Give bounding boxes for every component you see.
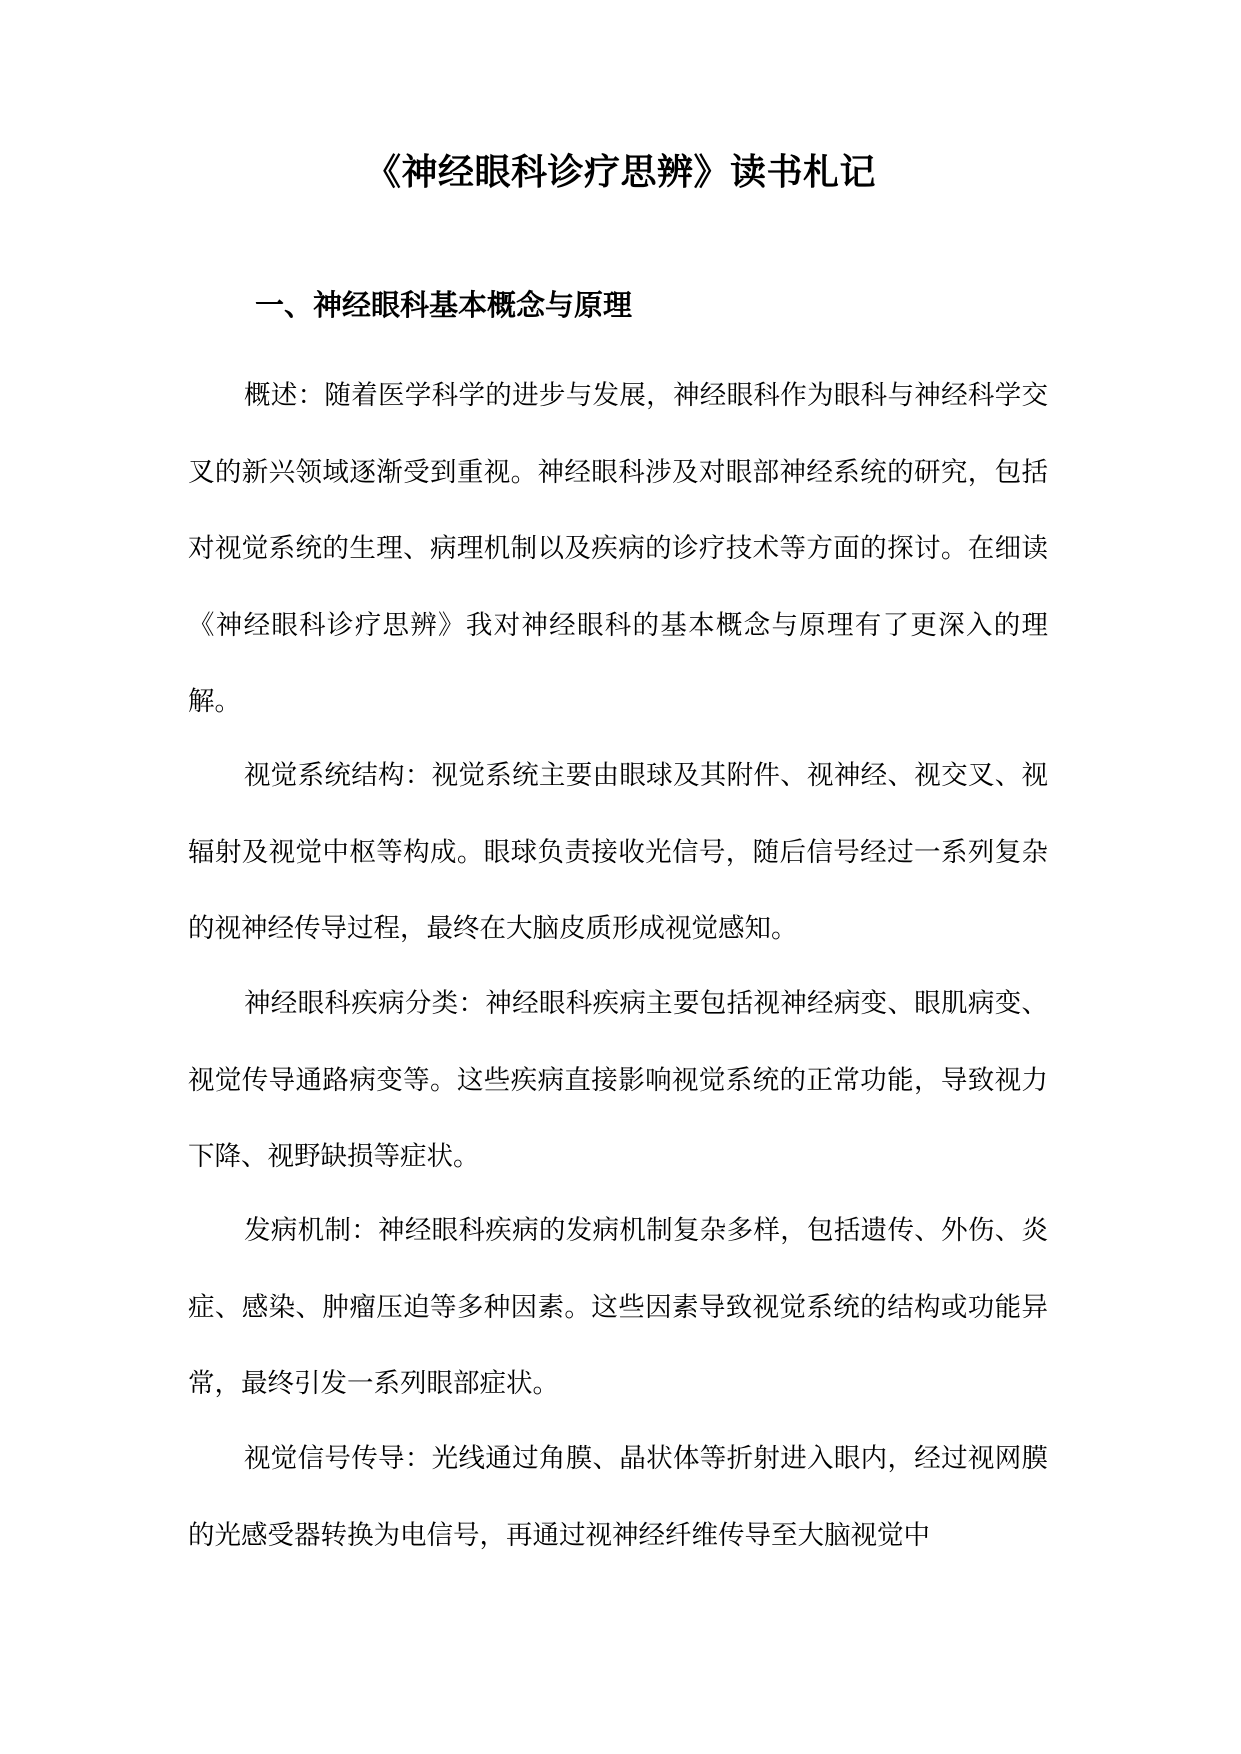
paragraph-disease-classification: 神经眼科疾病分类：神经眼科疾病主要包括视神经病变、眼肌病变、视觉传导通路病变等。这些疾病直接影响视觉系统的正常功能，导致视力下降、视野缺损等症状。: [188, 988, 1048, 1172]
paragraph-visual-signal-conduction: 视觉信号传导：光线通过角膜、晶状体等折射进入眼内，经过视网膜的光感受器转换为电信号，再通过视神经纤维传导至大脑视觉中: [188, 1443, 1048, 1551]
section-heading: 一、神经眼科基本概念与原理: [255, 288, 633, 322]
paragraph-pathogenesis: 发病机制：神经眼科疾病的发病机制复杂多样，包括遗传、外伤、炎症、感染、肿瘤压迫等多种因素。这些因素导致视觉系统的结构或功能异常，最终引发一系列眼部症状。: [188, 1215, 1048, 1399]
document-title: 《神经眼科诊疗思辨》读书札记: [364, 152, 876, 193]
paragraph-overview: 概述：随着医学科学的进步与发展，神经眼科作为眼科与神经科学交叉的新兴领域逐渐受到重视。神经眼科涉及对眼部神经系统的研究，包括对视觉系统的生理、病理机制以及疾病的诊疗技术等方面的探讨。在细读《神经眼科诊疗思辨》我对神经眼科的基本概念与原理有了更深入的理解。: [188, 380, 1048, 717]
paragraph-visual-system-structure: 视觉系统结构：视觉系统主要由眼球及其附件、视神经、视交叉、视辐射及视觉中枢等构成。眼球负责接收光信号，随后信号经过一系列复杂的视神经传导过程，最终在大脑皮质形成视觉感知。: [188, 760, 1048, 944]
